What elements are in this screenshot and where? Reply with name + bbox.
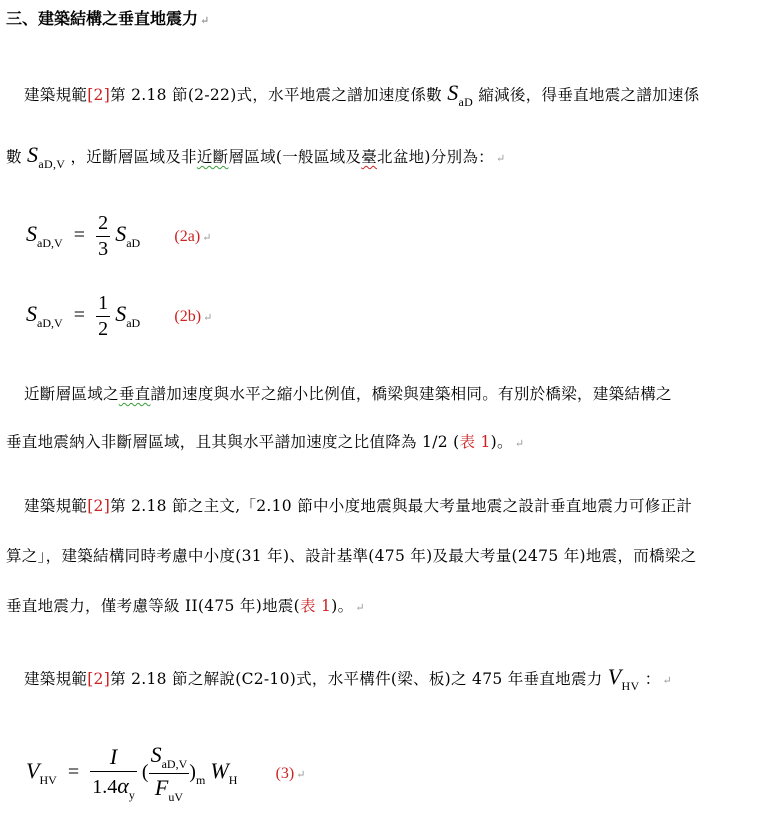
reference-link[interactable]: [2] [87, 670, 111, 688]
para3-line1: 建築規範[2]第 2.18 節之主文,「2.10 節中小度地震與最大考量地震之設計垂直地震力可修正計 [24, 497, 693, 515]
equation-3: $V_{HV}$ = $\frac{I}{1.4\alpha_y}$ ( $\frac{S_{aD,V}}{F_{uV}}$ )$_m$ $W_H$ (3) ↵ [26, 742, 306, 804]
table-link[interactable]: 表 1 [300, 597, 332, 615]
equation-tag-3: (3) [275, 764, 295, 782]
para1-line1: 建築規範[2]第 2.18 節(2-22)式，水平地震之譜加速度係數 $S_{aD}$ 縮減後，得垂直地震之譜加速係 [24, 80, 700, 109]
para2-line1: 近斷層區域之垂直譜加速度與水平之縮小比例值，橋梁與建築相同。有別於橋梁，建築結構之 [24, 385, 672, 403]
para1-line2: 數 $S_{aD,V}$ ，近斷層區域及非近斷層區域(一般區域及臺北盆地)分別為： ↵ [6, 142, 506, 171]
fraction-2-3: $\frac{2}{3}$ [98, 212, 109, 260]
return-mark: ↵ [200, 14, 210, 27]
fraction-1-2: $\frac{1}{2}$ [98, 292, 109, 340]
para3-line2: 算之」，建築結構同時考慮中小度(31 年)、設計基準(475 年)及最大考量(2475 年)地震，而橋梁之 [6, 547, 697, 565]
para2-line2: 垂直地震納入非斷層區域，且其與水平譜加速度之比值降為 1/2 (表 1)。 ↵ [6, 433, 525, 451]
reference-link[interactable]: [2] [87, 497, 111, 515]
equation-tag-2a: (2a) [174, 228, 201, 245]
spellcheck-mark: 近斷 [196, 148, 229, 166]
spellcheck-mark: 垂直 [118, 385, 151, 403]
fraction-S-over-F: $\frac{S_{aD,V}}{F_{uV}}$ [150, 742, 188, 804]
table-link[interactable]: 表 1 [459, 433, 491, 451]
symbol-S-aD: $S_{aD}$ [447, 80, 474, 109]
symbol-V-HV: $V_{HV}$ [607, 664, 640, 693]
equation-2b: $S_{aD,V}$ = $\frac{1}{2}$ $S_{aD}$ (2b) ↵ [26, 292, 213, 340]
equation-tag-2b: (2b) [174, 308, 202, 325]
spellcheck-mark: 臺 [361, 148, 378, 166]
heading-text: 三、建築結構之垂直地震力 [6, 9, 199, 28]
section-heading [6, 6, 209, 29]
symbol-S-aDV: $S_{aD,V}$ [27, 142, 66, 171]
para4-line1: 建築規範[2]第 2.18 節之解說(C2-10)式，水平構件(梁、板)之 475 年垂直地震力 $V_{HV}$ ： ↵ [24, 664, 673, 693]
equation-2a: $S_{aD,V}$ = $\frac{2}{3}$ $S_{aD}$ (2a) ↵ [26, 212, 212, 260]
para3-line3: 垂直地震力，僅考慮等級 II(475 年)地震(表 1)。 ↵ [6, 597, 365, 615]
fraction-I-over-alpha: $\frac{I}{1.4\alpha_y}$ [92, 744, 135, 802]
reference-link[interactable]: [2] [87, 86, 111, 104]
